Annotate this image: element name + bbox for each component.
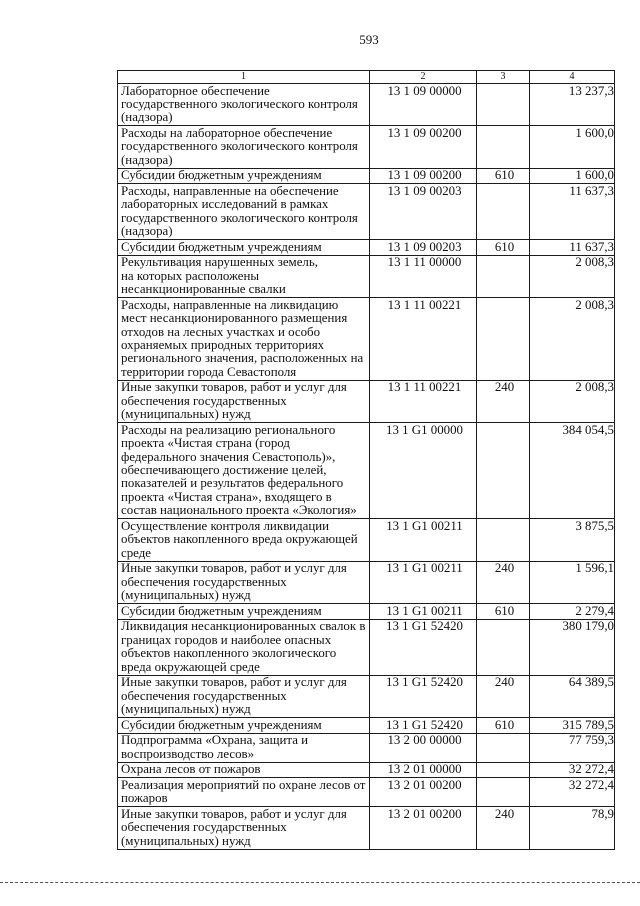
budget-table (117, 70, 615, 850)
row-amount: 384 054,5 (530, 423, 615, 519)
row-description: Иные закупки товаров, работ и услуг для обеспечения государственных (муниципальных) нужд (118, 561, 370, 603)
row-code: 13 1 09 00000 (370, 84, 477, 126)
row-description: Ликвидация несанкционированных свалок в границах городов и наиболее опасных объектов накопленного экологического вреда окружающей среде (118, 619, 370, 675)
table-row (118, 84, 615, 126)
row-expense-type: 240 (477, 675, 530, 717)
table-header-row (118, 71, 615, 84)
table-row (118, 733, 615, 762)
row-description: Подпрограмма «Охрана, защита и воспроизводство лесов» (118, 733, 370, 762)
row-amount: 78,9 (530, 807, 615, 849)
table-row (118, 675, 615, 717)
row-expense-type: 240 (477, 807, 530, 849)
row-expense-type (477, 619, 530, 675)
table-row (118, 380, 615, 422)
row-amount: 32 272,4 (530, 762, 615, 778)
row-amount: 315 789,5 (530, 717, 615, 733)
row-description: Расходы на реализацию регионального проекта «Чистая страна (город федерального значения Севастополь)», обеспечивающего достижение целей, показателей и результатов федерального проекта «Чистая страна», входящего в состав национального проекта «Экология» (118, 423, 370, 519)
column-header-expense-type: 3 (477, 71, 530, 84)
row-expense-type (477, 423, 530, 519)
row-amount: 2 279,4 (530, 604, 615, 620)
row-code: 13 1 G1 00211 (370, 604, 477, 620)
row-expense-type (477, 298, 530, 381)
row-description: Субсидии бюджетным учреждениям (118, 717, 370, 733)
row-code: 13 1 G1 00211 (370, 561, 477, 603)
row-code: 13 1 11 00221 (370, 380, 477, 422)
row-amount: 1 596,1 (530, 561, 615, 603)
row-code: 13 1 G1 52420 (370, 717, 477, 733)
table-row (118, 255, 615, 297)
row-code: 13 1 09 00203 (370, 184, 477, 240)
column-header-amount: 4 (530, 71, 615, 84)
row-amount: 1 600,0 (530, 126, 615, 168)
row-expense-type (477, 126, 530, 168)
row-description: Иные закупки товаров, работ и услуг для обеспечения государственных (муниципальных) нужд (118, 675, 370, 717)
table-row (118, 762, 615, 778)
row-expense-type (477, 519, 530, 561)
row-amount: 11 637,3 (530, 184, 615, 240)
row-code: 13 1 11 00000 (370, 255, 477, 297)
table-row (118, 807, 615, 849)
table-row (118, 519, 615, 561)
row-amount: 1 600,0 (530, 168, 615, 184)
table-row (118, 298, 615, 381)
row-description: Субсидии бюджетным учреждениям (118, 168, 370, 184)
row-amount: 11 637,3 (530, 240, 615, 256)
row-description: Расходы, направленные на обеспечение лабораторных исследований в рамках государственного экологического контроля (надзора) (118, 184, 370, 240)
page-number: 593 (359, 32, 379, 47)
row-expense-type: 240 (477, 561, 530, 603)
row-expense-type: 610 (477, 604, 530, 620)
row-description: Иные закупки товаров, работ и услуг для обеспечения государственных (муниципальных) нужд (118, 380, 370, 422)
row-code: 13 2 01 00200 (370, 807, 477, 849)
row-expense-type: 240 (477, 380, 530, 422)
row-expense-type: 610 (477, 240, 530, 256)
row-expense-type: 610 (477, 717, 530, 733)
row-expense-type (477, 184, 530, 240)
row-expense-type (477, 778, 530, 807)
row-description: Реализация мероприятий по охране лесов от пожаров (118, 778, 370, 807)
row-amount: 2 008,3 (530, 298, 615, 381)
row-code: 13 1 G1 00211 (370, 519, 477, 561)
row-description: Лабораторное обеспечение государственного экологического контроля (надзора) (118, 84, 370, 126)
row-description: Расходы, направленные на ликвидацию мест несанкционированного размещения отходов на лесных участках и особо охраняемых природных территориях регионального значения, расположенных на территории города Севастополя (118, 298, 370, 381)
row-description: Осуществление контроля ликвидации объектов накопленного вреда окружающей среде (118, 519, 370, 561)
row-code: 13 2 01 00000 (370, 762, 477, 778)
row-code: 13 1 G1 00000 (370, 423, 477, 519)
table-row (118, 240, 615, 256)
row-amount: 380 179,0 (530, 619, 615, 675)
table-row (118, 561, 615, 603)
row-code: 13 1 G1 52420 (370, 619, 477, 675)
scan-edge-line (0, 882, 640, 883)
table-row (118, 168, 615, 184)
row-expense-type (477, 255, 530, 297)
row-description: Субсидии бюджетным учреждениям (118, 604, 370, 620)
row-code: 13 1 09 00203 (370, 240, 477, 256)
row-expense-type (477, 84, 530, 126)
row-expense-type: 610 (477, 168, 530, 184)
row-amount: 77 759,3 (530, 733, 615, 762)
row-amount: 3 875,5 (530, 519, 615, 561)
column-header-description: 1 (118, 71, 370, 84)
row-amount: 2 008,3 (530, 255, 615, 297)
row-code: 13 2 01 00200 (370, 778, 477, 807)
table-row (118, 619, 615, 675)
row-amount: 32 272,4 (530, 778, 615, 807)
row-code: 13 1 11 00221 (370, 298, 477, 381)
row-amount: 13 237,3 (530, 84, 615, 126)
row-description: Рекультивация нарушенных земель, на которых расположены несанкционированные свалки (118, 255, 370, 297)
table-row (118, 184, 615, 240)
row-expense-type (477, 733, 530, 762)
row-code: 13 1 G1 52420 (370, 675, 477, 717)
table-row (118, 604, 615, 620)
row-code: 13 1 09 00200 (370, 168, 477, 184)
table-row (118, 717, 615, 733)
table-row (118, 423, 615, 519)
table-row (118, 778, 615, 807)
row-description: Расходы на лабораторное обеспечение государственного экологического контроля (надзора) (118, 126, 370, 168)
row-code: 13 2 00 00000 (370, 733, 477, 762)
table-row (118, 126, 615, 168)
row-description: Субсидии бюджетным учреждениям (118, 240, 370, 256)
row-amount: 2 008,3 (530, 380, 615, 422)
row-expense-type (477, 762, 530, 778)
row-description: Иные закупки товаров, работ и услуг для обеспечения государственных (муниципальных) нужд (118, 807, 370, 849)
row-description: Охрана лесов от пожаров (118, 762, 370, 778)
column-header-code: 2 (370, 71, 477, 84)
row-amount: 64 389,5 (530, 675, 615, 717)
row-code: 13 1 09 00200 (370, 126, 477, 168)
